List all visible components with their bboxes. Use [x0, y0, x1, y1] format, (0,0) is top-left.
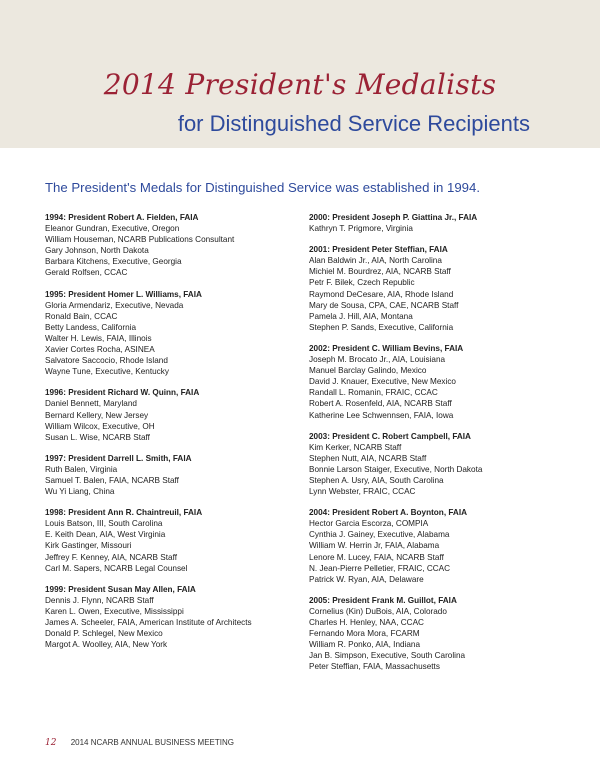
recipient-entry: Fernando Mora Mora, FCARM — [309, 629, 420, 639]
year-heading: 1995: President Homer L. Williams, FAIA — [45, 289, 202, 299]
medalist-year-section — [309, 595, 574, 673]
year-heading: 1998: President Ann R. Chaintreuil, FAIA — [45, 508, 203, 518]
recipient-entry: Walter H. Lewis, FAIA, Illinois — [45, 333, 152, 343]
recipient-entry: Pamela J. Hill, AIA, Montana — [309, 311, 413, 321]
recipient-entry: Stephen A. Usry, AIA, South Carolina — [309, 475, 444, 485]
recipient-entry: Betty Landess, California — [45, 322, 137, 332]
intro-text: The President's Medals for Distinguished Service was established in 1994. — [45, 180, 481, 195]
recipient-entry: Cynthia J. Gainey, Executive, Alabama — [309, 530, 450, 540]
recipient-entry: Peter Steffian, FAIA, Massachusetts — [309, 662, 440, 672]
year-heading: 2003: President C. Robert Campbell, FAIA — [309, 431, 471, 441]
medalist-year-section — [45, 387, 310, 442]
recipient-entry: Barbara Kitchens, Executive, Georgia — [45, 257, 182, 267]
recipient-entry: Charles H. Henley, NAA, CCAC — [309, 618, 424, 627]
year-heading: 1996: President Richard W. Quinn, FAIA — [45, 388, 200, 398]
recipient-entry: Kim Kerker, NCARB Staff — [309, 442, 402, 452]
recipient-entry: William R. Ponko, AIA, Indiana — [309, 640, 421, 650]
recipient-entry: Kirk Gastinger, Missouri — [45, 541, 132, 551]
year-heading: 1994: President Robert A. Fielden, FAIA — [45, 213, 199, 222]
medalist-year-section — [309, 212, 574, 234]
year-heading: 2002: President C. William Bevins, FAIA — [309, 343, 464, 353]
recipient-entry: Hector Garcia Escorza, COMPIA — [309, 519, 429, 529]
page-number: 12 — [45, 738, 57, 748]
recipient-entry: Raymond DeCesare, AIA, Rhode Island — [309, 289, 454, 299]
recipient-entry: Jeffrey F. Kenney, AIA, NCARB Staff — [45, 552, 177, 562]
year-heading: 2001: President Peter Steffian, FAIA — [309, 245, 448, 255]
recipient-entry: Patrick W. Ryan, AIA, Delaware — [309, 574, 424, 584]
left-column — [45, 212, 310, 660]
recipient-entry: N. Jean-Pierre Pelletier, FRAIC, CCAC — [309, 563, 451, 573]
recipient-entry: Margot A. Woolley, AIA, New York — [45, 640, 168, 650]
recipient-entry: Eleanor Gundran, Executive, Oregon — [45, 224, 180, 234]
year-heading: 1997: President Darrell L. Smith, FAIA — [45, 453, 192, 463]
recipient-entry: Lenore M. Lucey, FAIA, NCARB Staff — [309, 552, 444, 562]
recipient-entry: William Wilcox, Executive, OH — [45, 421, 155, 431]
medalist-year-section — [309, 343, 574, 421]
recipient-entry: Petr F. Bilek, Czech Republic — [309, 278, 415, 288]
recipient-entry: William Houseman, NCARB Publications Consultant — [45, 235, 235, 245]
year-heading: 1999: President Susan May Allen, FAIA — [45, 584, 196, 594]
recipient-entry: Samuel T. Balen, FAIA, NCARB Staff — [45, 475, 179, 485]
medalist-year-section — [45, 212, 310, 279]
recipient-entry: E. Keith Dean, AIA, West Virginia — [45, 530, 166, 540]
medalist-year-section — [309, 507, 574, 585]
recipient-entry: Gary Johnson, North Dakota — [45, 246, 149, 256]
recipient-entry: Salvatore Saccocio, Rhode Island — [45, 356, 168, 366]
recipient-entry: William W. Herrin Jr, FAIA, Alabama — [309, 541, 440, 551]
recipient-entry: Randall L. Romanin, FRAIC, CCAC — [309, 388, 438, 398]
recipient-entry: Bonnie Larson Staiger, Executive, North Dakota — [309, 464, 483, 474]
recipient-entry: Alan Baldwin Jr., AIA, North Carolina — [309, 256, 442, 266]
medalist-year-section — [309, 244, 574, 333]
medalist-year-section — [45, 584, 310, 651]
recipient-entry: Susan L. Wise, NCARB Staff — [45, 432, 150, 442]
recipient-entry: Wu Yi Liang, China — [45, 487, 115, 497]
medalist-year-section — [45, 289, 310, 378]
recipient-entry: Stephen P. Sands, Executive, California — [309, 322, 454, 332]
recipient-entry: Xavier Cortes Rocha, ASINEA — [45, 345, 155, 355]
recipient-entry: James A. Scheeler, FAIA, American Institute of Architects — [45, 618, 252, 627]
recipient-entry: Stephen Nutt, AIA, NCARB Staff — [309, 453, 427, 463]
recipient-entry: Ronald Bain, CCAC — [45, 311, 118, 321]
recipient-entry: Katherine Lee Schwennsen, FAIA, Iowa — [309, 410, 454, 420]
recipient-entry: Gerald Rolfsen, CCAC — [45, 268, 128, 278]
recipient-entry: Cornelius (Kin) DuBois, AIA, Colorado — [309, 606, 447, 616]
recipient-entry: Joseph M. Brocato Jr., AIA, Louisiana — [309, 355, 446, 365]
recipient-entry: David J. Knauer, Executive, New Mexico — [309, 377, 456, 387]
recipient-entry: Mary de Sousa, CPA, CAE, NCARB Staff — [309, 300, 459, 310]
recipient-entry: Dennis J. Flynn, NCARB Staff — [45, 595, 154, 605]
footer — [45, 738, 234, 748]
recipient-entry: Kathryn T. Prigmore, Virginia — [309, 224, 413, 234]
recipient-entry: Robert A. Rosenfeld, AIA, NCARB Staff — [309, 399, 452, 409]
recipient-entry: Lynn Webster, FRAIC, CCAC — [309, 487, 416, 497]
medalist-year-section — [309, 431, 574, 498]
footer-text: 2014 NCARB ANNUAL BUSINESS MEETING — [70, 738, 234, 747]
recipient-entry: Wayne Tune, Executive, Kentucky — [45, 367, 169, 377]
recipient-entry: Gloria Armendariz, Executive, Nevada — [45, 300, 184, 310]
year-heading: 2004: President Robert A. Boynton, FAIA — [309, 508, 468, 518]
recipient-entry: Daniel Bennett, Maryland — [45, 399, 137, 409]
medalist-year-section — [45, 507, 310, 574]
recipient-entry: Jan B. Simpson, Executive, South Carolina — [309, 651, 466, 661]
recipient-entry: Bernard Kellery, New Jersey — [45, 410, 149, 420]
recipient-entry: Louis Batson, III, South Carolina — [45, 519, 163, 529]
recipient-entry: Karen L. Owen, Executive, Mississippi — [45, 606, 184, 616]
year-heading: 2000: President Joseph P. Giattina Jr., FAIA — [309, 213, 478, 222]
right-column — [309, 212, 574, 682]
page-title: 2014 President's Medalists — [103, 68, 497, 101]
recipient-entry: Ruth Balen, Virginia — [45, 464, 118, 474]
recipient-entry: Carl M. Sapers, NCARB Legal Counsel — [45, 563, 188, 573]
page-subtitle: for Distinguished Service Recipients — [177, 111, 530, 136]
recipient-entry: Manuel Barclay Galindo, Mexico — [309, 366, 427, 376]
medalist-year-section — [45, 453, 310, 497]
recipient-entry: Donald P. Schlegel, New Mexico — [45, 629, 163, 639]
year-heading: 2005: President Frank M. Guillot, FAIA — [309, 595, 457, 605]
recipient-entry: Michiel M. Bourdrez, AIA, NCARB Staff — [309, 267, 451, 277]
